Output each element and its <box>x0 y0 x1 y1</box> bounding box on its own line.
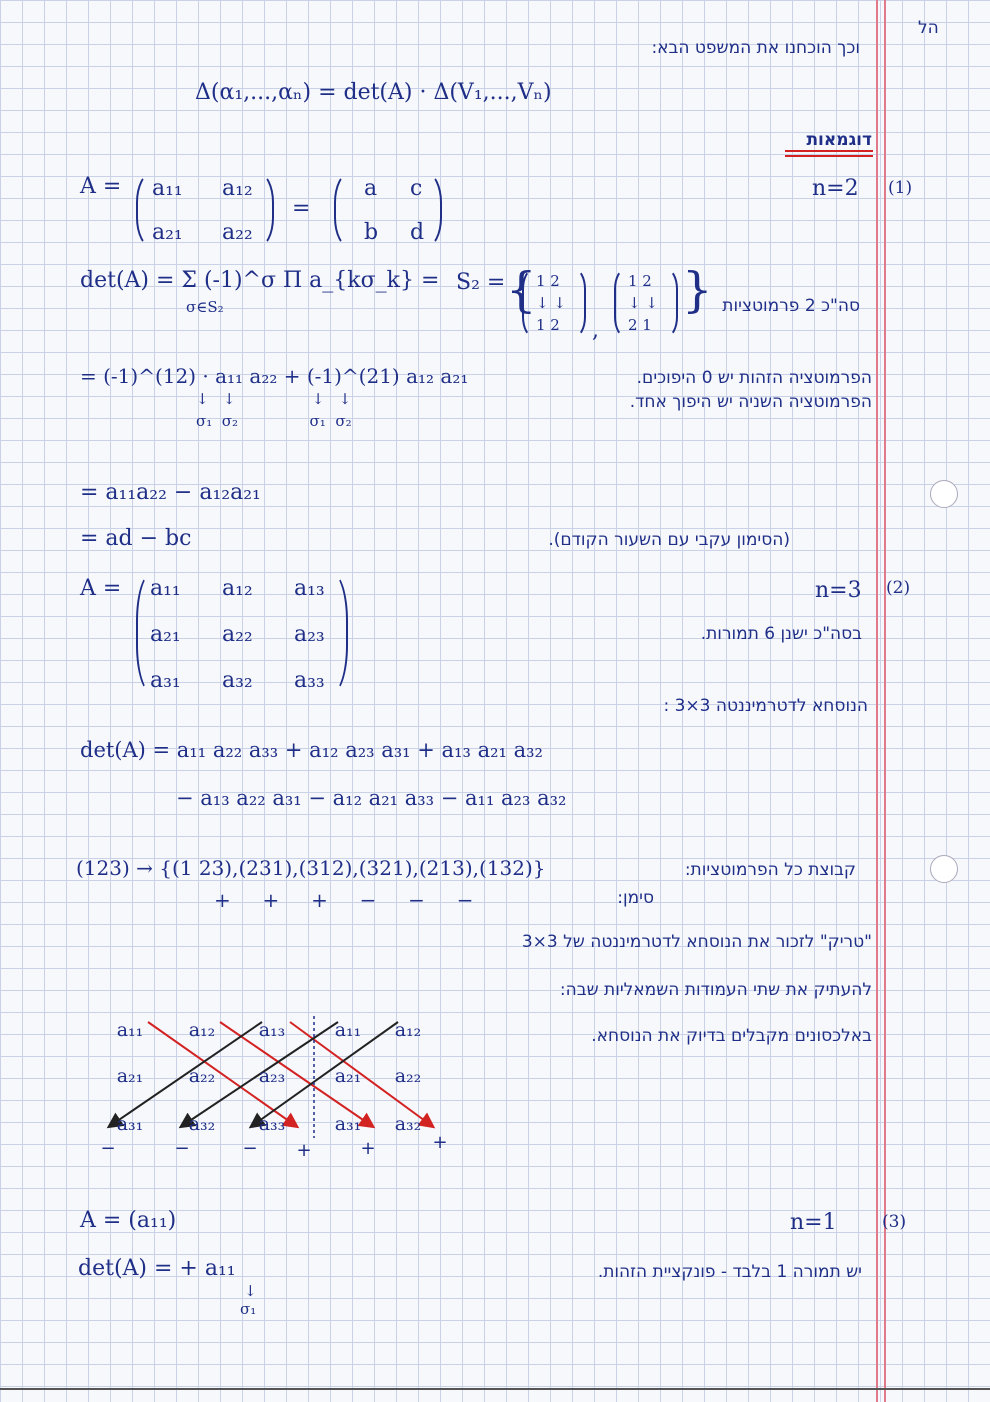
m3-a22: a₂₂ <box>222 622 253 647</box>
proved-line: וכך הוכחנו את המשפט הבא: <box>651 38 860 58</box>
count-text: בסה"כ ישנן 6 תמורות. <box>700 624 862 644</box>
note-identity: הפרמוטציה הזהות יש 0 היפוכים. <box>636 368 872 388</box>
trick-line-1: "טריק" לזכור את הנוסחא לדטרמיננטה של 3×3 <box>521 932 872 952</box>
sum-subscript: σ∈S₂ <box>186 298 224 316</box>
perm1-row2: ↓ ↓ <box>536 294 566 312</box>
ex3-note: יש תמורה 1 בלבד - פונקציית הזהות. <box>597 1262 862 1282</box>
sarrus-diagram <box>90 1010 470 1170</box>
sarrus-cell: a₂₃ <box>258 1065 286 1087</box>
formula-title: הנוסחא לדטרמיננטה 3×3 : <box>663 696 868 716</box>
a21: a₂₁ <box>152 220 183 245</box>
perm1-left-paren <box>522 268 534 338</box>
perm2-row1: 1 2 <box>628 272 652 290</box>
sarrus-cell: a₁₂ <box>188 1019 216 1041</box>
perm2-row2: ↓ ↓ <box>628 294 658 312</box>
perm-count-text: סה"כ 2 פרמוטציות <box>722 296 860 316</box>
sarrus-cell: a₁₂ <box>394 1019 422 1041</box>
ex3-sigma: σ₁ <box>240 1300 257 1318</box>
result-line-2: = ad − bc <box>80 526 192 551</box>
det-definition: det(A) = Σ (-1)^σ Π a_{kσ_k} = <box>80 268 440 293</box>
result-line-1: = a₁₁a₂₂ − a₁₂a₂₁ <box>80 480 261 505</box>
example-1-number: (1) <box>888 178 913 198</box>
sarrus-cell: a₁₁ <box>334 1019 362 1041</box>
binder-hole-2 <box>930 855 958 883</box>
delta-formula: Δ(α₁,...,αₙ) = det(A) · Δ(V₁,...,Vₙ) <box>195 80 552 105</box>
perm-comma: , <box>592 318 599 343</box>
sarrus-sign: − <box>174 1138 190 1159</box>
signs-label: סימן: <box>617 888 654 908</box>
m3-a31: a₃₁ <box>150 668 181 693</box>
expand-arrows: ↓ ↓ ↓ ↓ <box>196 390 352 408</box>
note-second: הפרמוטציה השניה יש היפוך אחד. <box>629 392 872 412</box>
matrix-a-right-paren <box>258 172 274 248</box>
b-a: a <box>364 176 378 201</box>
a11: a₁₁ <box>152 176 183 201</box>
matrix-a-left-paren <box>136 172 152 248</box>
sarrus-sign: + <box>360 1138 376 1159</box>
sarrus-sign: − <box>100 1138 116 1159</box>
consistent-note: (הסימון עקבי עם השעור הקודם). <box>548 530 790 550</box>
margin-line-2 <box>884 0 886 1402</box>
b-c: c <box>410 176 423 201</box>
sarrus-cell: a₂₂ <box>394 1065 422 1087</box>
perm-set-label: קבוצת כל הפרמוטציות: <box>684 860 856 880</box>
matrix-b-right-paren <box>426 172 442 248</box>
sarrus-cell: a₃₁ <box>334 1113 362 1135</box>
sarrus-cell: a₂₁ <box>334 1065 362 1087</box>
ex3-a-def: A = (a₁₁) <box>80 1208 177 1233</box>
sarrus-cell: a₃₃ <box>258 1113 286 1135</box>
ex3-det: det(A) = + a₁₁ <box>78 1256 236 1281</box>
matrix-a-label: A = <box>80 174 122 199</box>
m3-a21: a₂₁ <box>150 622 181 647</box>
det3-line-1: det(A) = a₁₁ a₂₂ a₃₃ + a₁₂ a₂₃ a₃₁ + a₁₃ a₂₁ a₃₂ <box>80 738 543 762</box>
b-d: d <box>410 220 425 245</box>
perm2-right-paren <box>666 268 678 338</box>
m3-a23: a₂₃ <box>294 622 325 647</box>
trick-line-3: באלכסונים מקבלים בדיוק את הנוסחא. <box>591 1026 872 1046</box>
perm1-right-paren <box>574 268 586 338</box>
sarrus-sign: + <box>432 1132 448 1153</box>
expand-line: = (-1)^(12) · a₁₁ a₂₂ + (-1)^(21) a₁₂ a₂₁ <box>80 364 469 388</box>
corner-mark: הל <box>918 18 939 38</box>
matrix3-right-paren <box>332 572 348 694</box>
binder-hole-1 <box>930 480 958 508</box>
m3-a12: a₁₂ <box>222 576 253 601</box>
perm2-left-paren <box>614 268 626 338</box>
m3-a32: a₃₂ <box>222 668 253 693</box>
perm1-row3: 1 2 <box>536 316 560 334</box>
a12: a₁₂ <box>222 176 253 201</box>
b-b: b <box>364 220 379 245</box>
perm-set: (123) → {(1 23),(231),(312),(321),(213),(132)} <box>76 856 546 880</box>
sarrus-cell: a₁₃ <box>258 1019 286 1041</box>
example-1-n: n=2 <box>812 176 859 201</box>
sarrus-cell: a₃₂ <box>394 1113 422 1135</box>
perm2-row3: 2 1 <box>628 316 652 334</box>
perm1-row1: 1 2 <box>536 272 560 290</box>
matrix-b-left-paren <box>334 172 350 248</box>
sarrus-cell: a₂₂ <box>188 1065 216 1087</box>
sarrus-sign: + <box>296 1140 312 1161</box>
trick-line-2: להעתיק את שתי העמודות השמאליות שבה: <box>559 980 872 1000</box>
example-2-n: n=3 <box>815 578 862 603</box>
matrix-equals: = <box>292 196 311 221</box>
example-2-number: (2) <box>886 578 911 598</box>
matrix3-label: A = <box>80 576 122 601</box>
example-3-number: (3) <box>882 1212 907 1232</box>
examples-underline-2 <box>785 155 873 157</box>
perm-signs: + + + − − − <box>214 888 474 912</box>
examples-underline-1 <box>785 150 873 152</box>
s2-open-brace: { <box>506 262 537 318</box>
sarrus-sign: − <box>242 1138 258 1159</box>
margin-line <box>876 0 878 1402</box>
m3-a11: a₁₁ <box>150 576 181 601</box>
det3-line-2: − a₁₃ a₂₂ a₃₁ − a₁₂ a₂₁ a₃₃ − a₁₁ a₂₃ a₃₂ <box>176 786 567 810</box>
example-3-n: n=1 <box>790 1210 837 1235</box>
sarrus-cell: a₁₁ <box>116 1019 144 1041</box>
ex3-arrow: ↓ <box>244 1282 257 1300</box>
sarrus-cell: a₃₁ <box>116 1113 144 1135</box>
expand-sigmas: σ₁ σ₂ σ₁ σ₂ <box>196 412 352 430</box>
s2-close-brace: } <box>682 262 713 318</box>
sarrus-cell: a₃₂ <box>188 1113 216 1135</box>
examples-title: דוגמאות <box>806 130 872 150</box>
m3-a13: a₁₃ <box>294 576 325 601</box>
a22: a₂₂ <box>222 220 253 245</box>
sarrus-cell: a₂₁ <box>116 1065 144 1087</box>
m3-a33: a₃₃ <box>294 668 325 693</box>
s2-label: S₂ = <box>456 270 506 295</box>
page-bottom-edge <box>0 1388 990 1390</box>
